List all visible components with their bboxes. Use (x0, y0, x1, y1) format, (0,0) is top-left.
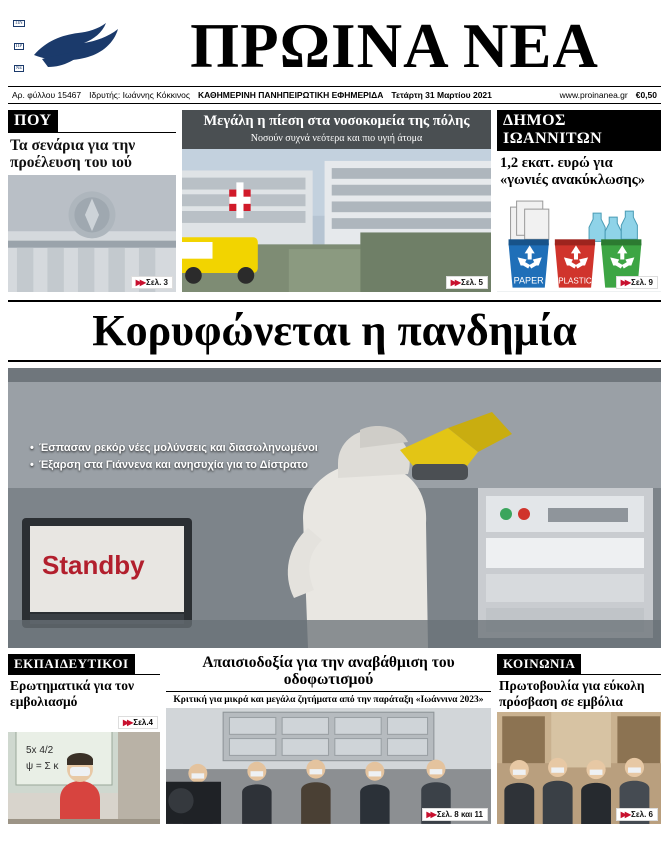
price-label: €0,50 (635, 90, 657, 100)
bottom-left-page-badge[interactable] (118, 716, 158, 729)
bottom-right-kicker: ΚΟΙΝΩΝΙΑ (497, 654, 581, 674)
bottom-left-badge-row (8, 712, 160, 732)
main-bullet-list (30, 440, 318, 474)
bottom-mid-headline[interactable]: Απαισιοδοξία για την αναβάθμιση του οδοφωτισμού (166, 654, 491, 692)
main-photo (8, 368, 661, 648)
paper-descriptor: ΚΑΘΗΜΕΡΙΝΗ ΠΑΝΗΠΕΙΡΩΤΙΚΗ ΕΦΗΜΕΡΙΔΑ (197, 90, 384, 100)
website-url[interactable]: www.proinanea.gr (559, 90, 628, 100)
logo-letter-bottom: ΝΕ (15, 66, 23, 71)
top-right-kicker-row (497, 110, 661, 151)
bottom-mid-subhead: Κριτική για μικρά και μεγάλα ζητήματα από την παράταξη «Ιωάννινα 2023» (173, 695, 484, 706)
newspaper-title: ΠΡΩΙΝΑ ΝΕΑ (190, 10, 599, 81)
top-left-page-badge[interactable] (131, 276, 173, 289)
bottom-right-page-badge[interactable] (616, 808, 658, 821)
bottom-left-headline[interactable]: Ερωτηματικά για τον εμβολιασμό (10, 678, 135, 709)
badge-arrow-icon: ▶▶ (620, 278, 630, 287)
bottom-left-kicker: ΕΚΠΑΙΔΕΥΤΙΚΟΙ (8, 654, 135, 674)
founder-name: Ιδρυτής: Ιωάννης Κόκκινος (89, 90, 190, 100)
top-stories-row (8, 110, 661, 292)
top-mid-headline[interactable]: Μεγάλη η πίεση στα νοσοκομεία της πόλης (203, 113, 470, 129)
masthead-infoline (8, 86, 661, 104)
story-top-left[interactable] (8, 110, 176, 292)
publication-date: Τετάρτη 31 Μαρτίου 2021 (391, 90, 492, 100)
badge-arrow-icon: ▶▶ (135, 278, 145, 287)
top-mid-photo (182, 149, 491, 292)
badge-arrow-icon: ▶▶ (620, 810, 630, 820)
logo-letter-top: ΠΝ (15, 21, 23, 26)
bottom-stories-row (8, 654, 661, 824)
top-left-headline[interactable]: Τα σενάρια για την προέλευση του ιού (10, 137, 136, 172)
issue-number: Αρ. φύλλου 15467 (12, 90, 82, 100)
story-top-middle[interactable] (182, 110, 491, 292)
bottom-mid-page-label: Σελ. 8 και 11 (436, 810, 483, 820)
main-headline-wrap (8, 300, 661, 362)
logo-block (10, 15, 130, 77)
badge-arrow-icon: ▶▶ (450, 278, 460, 287)
bottom-right-kicker-row (497, 654, 661, 675)
top-mid-subhead: Νοσούν συχνά νεότερα και πιο υγιή άτομα (250, 132, 423, 144)
bottom-left-page-label: Σελ.4 (133, 718, 153, 728)
bottom-left-photo (8, 732, 160, 824)
top-right-page-badge[interactable] (616, 276, 658, 289)
top-right-headline[interactable]: 1,2 εκατ. ευρώ για «γωνιές ανακύκλωσης» (500, 155, 646, 188)
bottom-right-headline[interactable]: Πρωτοβουλία για εύκολη πρόσβαση σε εμβόλια (499, 678, 645, 709)
svg-text:Standby: Standby (42, 550, 145, 581)
story-bottom-middle[interactable] (166, 654, 491, 824)
main-headline[interactable]: Κορυφώνεται η πανδημία (8, 302, 661, 362)
bottom-right-photo (497, 712, 661, 824)
top-right-page-label: Σελ. 9 (631, 278, 653, 287)
badge-arrow-icon: ▶▶ (426, 810, 435, 820)
bottom-left-kicker-row (8, 654, 160, 675)
logo-sidebar-letters (10, 20, 28, 72)
svg-text:PAPER: PAPER (513, 275, 544, 286)
svg-text:PLASTIC: PLASTIC (558, 276, 592, 286)
top-right-kicker: ΔΗΜΟΣ ΙΩΑΝΝΙΤΩΝ (497, 110, 661, 150)
bottom-right-page-label: Σελ. 6 (631, 810, 653, 820)
main-bullet-2: • Έξαρση στα Γιάννενα και ανησυχία για το Δίστρατο (30, 457, 318, 474)
logo-letter-mid: ΠΡ (15, 43, 23, 49)
top-left-page-label: Σελ. 3 (146, 278, 168, 287)
badge-arrow-icon: ▶▶ (122, 718, 132, 728)
top-mid-banner (182, 110, 491, 149)
story-bottom-left[interactable] (8, 654, 160, 824)
story-bottom-right[interactable] (497, 654, 661, 824)
masthead (0, 0, 669, 86)
top-mid-page-badge[interactable] (446, 276, 488, 289)
top-mid-page-label: Σελ. 5 (461, 278, 483, 287)
top-left-photo (8, 175, 176, 292)
eagle-logo-icon (28, 15, 124, 77)
bottom-mid-page-badge[interactable] (422, 808, 489, 821)
bottom-mid-photo (166, 708, 491, 824)
top-right-photo (497, 191, 661, 292)
svg-text:ψ = Σ κ: ψ = Σ κ (26, 761, 59, 773)
svg-text:5x 4/2: 5x 4/2 (26, 745, 54, 757)
top-left-kicker-row (8, 110, 176, 133)
top-left-kicker: ΠΟΥ (8, 110, 58, 132)
main-bullet-1: • Έσπασαν ρεκόρ νέες μολύνσεις και διασωληνωμένοι (30, 440, 318, 457)
story-top-right[interactable] (497, 110, 661, 292)
